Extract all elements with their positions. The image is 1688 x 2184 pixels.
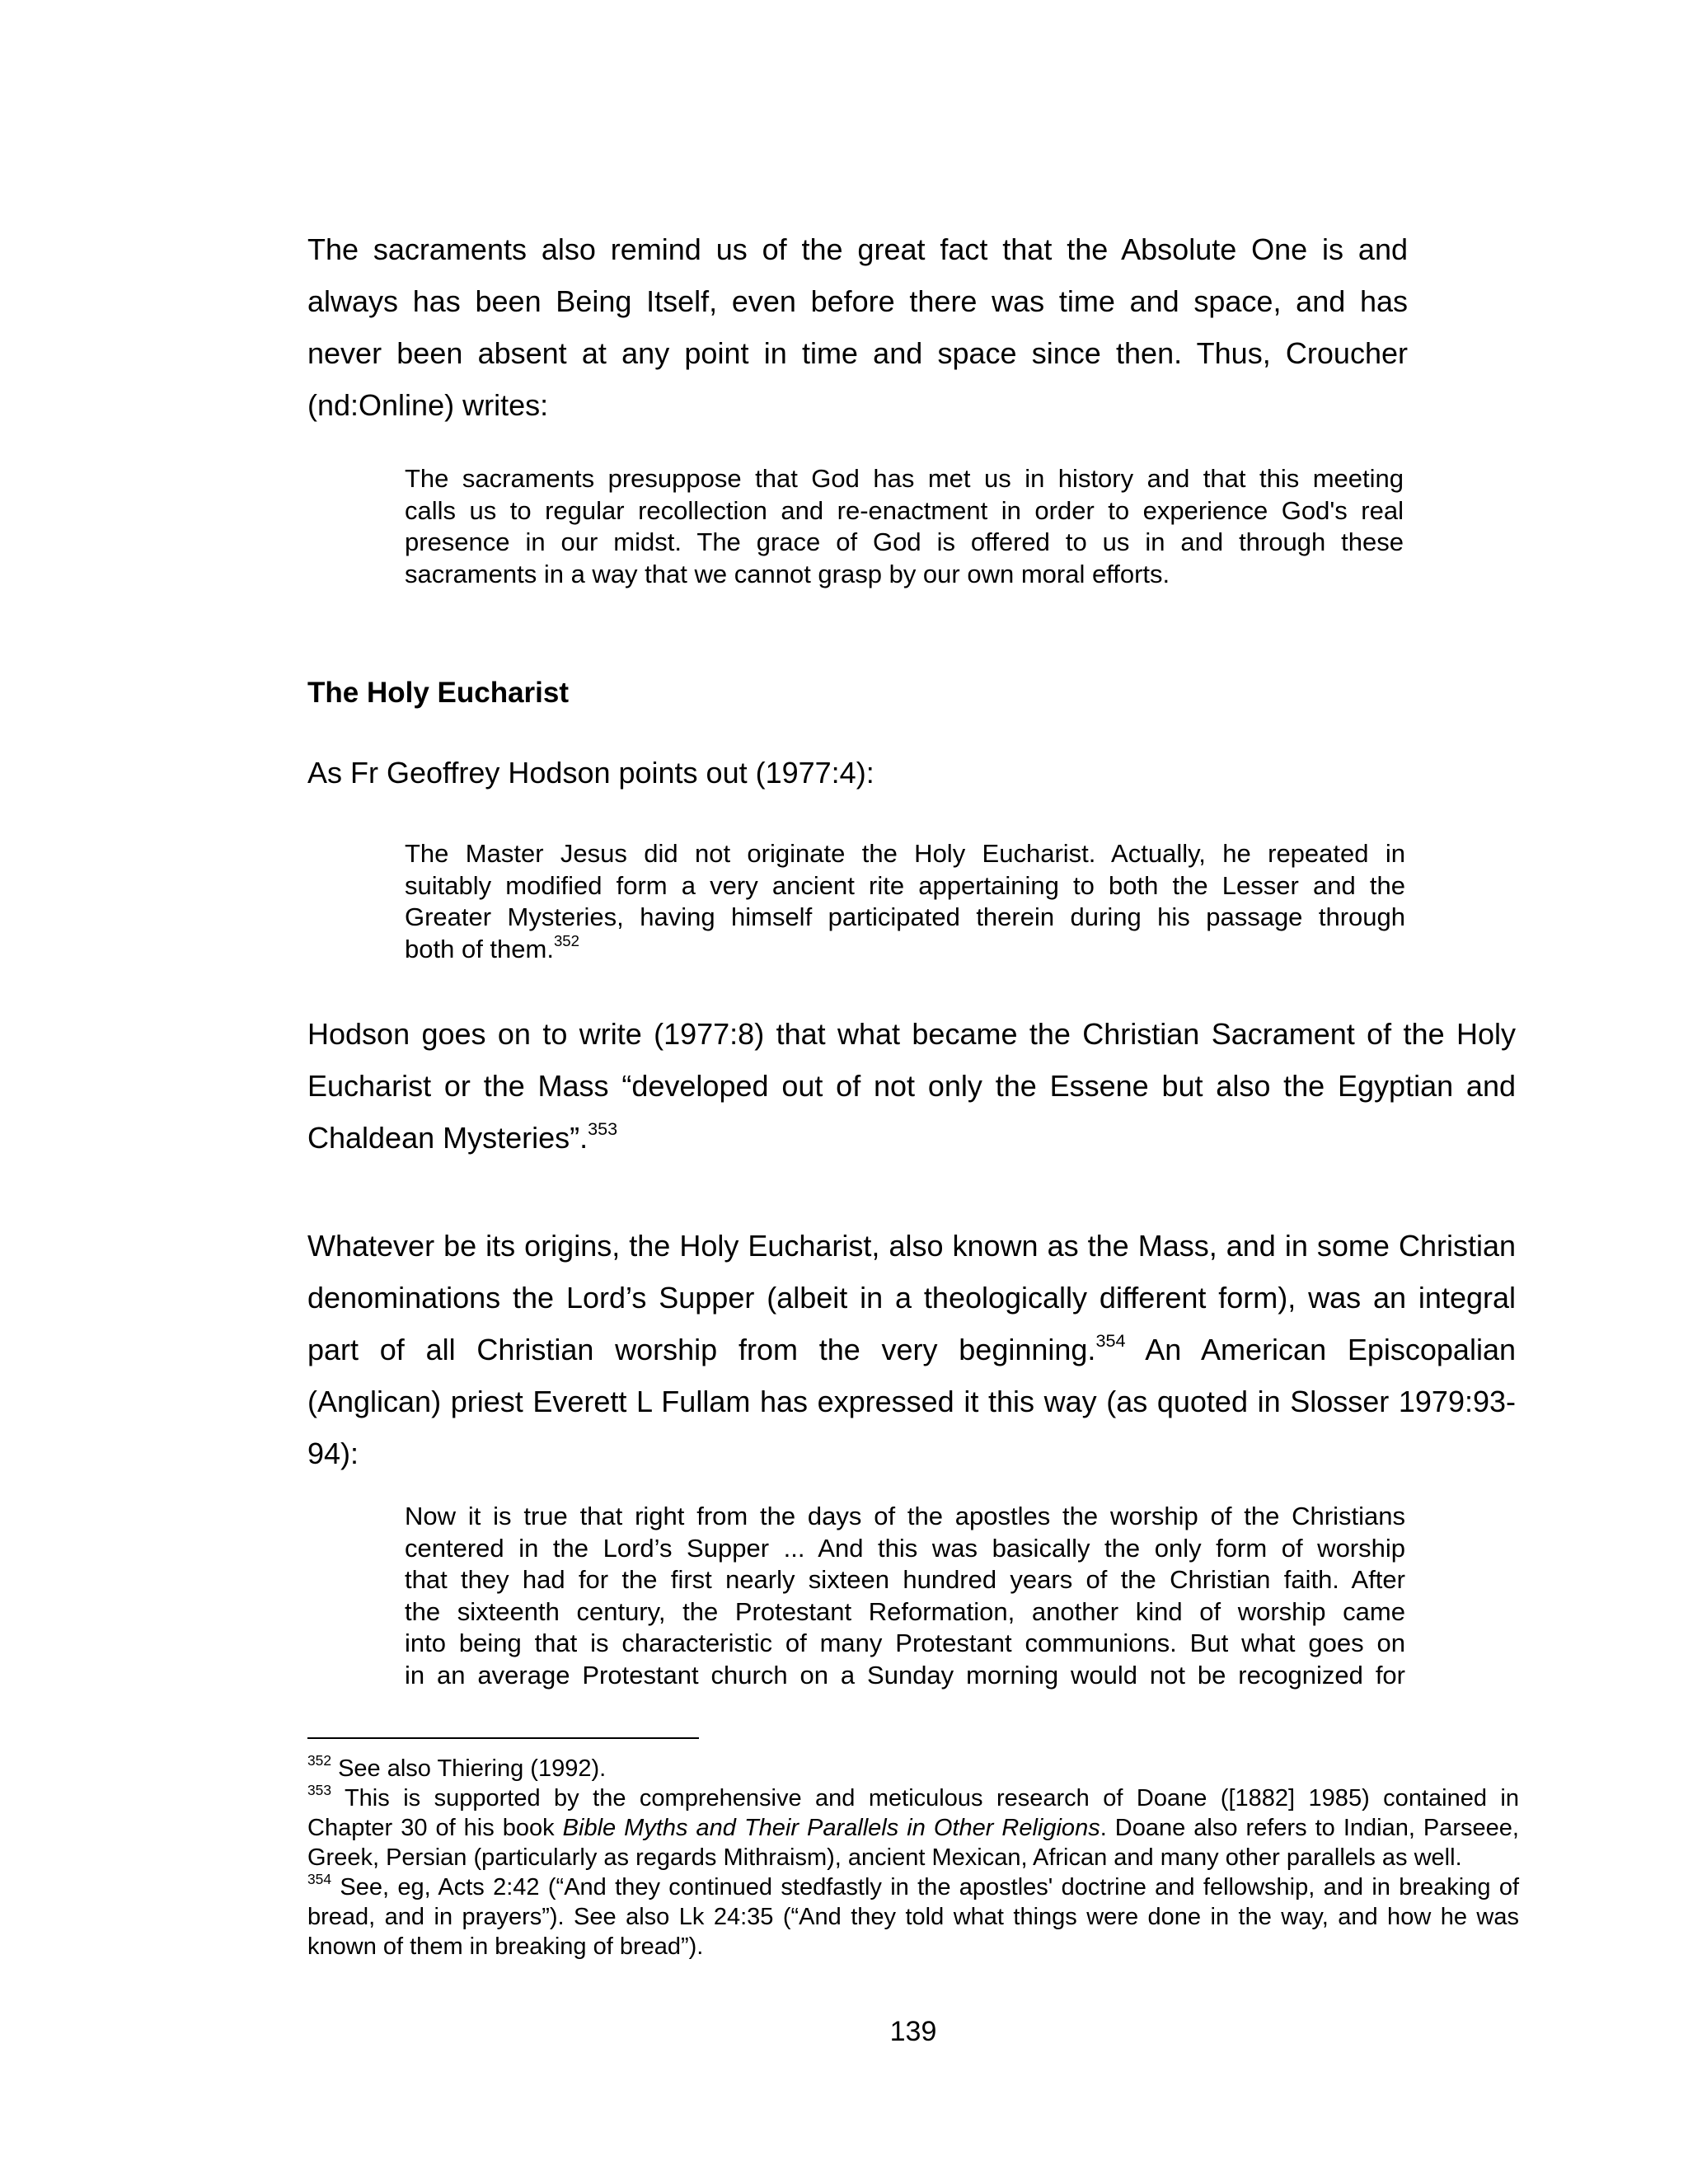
quote-line: the sixteenth century, the Protestant Reformation, another kind of worship came [405, 1596, 1405, 1626]
quote-line: into being that is characteristic of many Protestant communions. But what goes on [405, 1629, 1405, 1657]
paragraph-line [307, 1112, 1516, 1164]
footnote-354 [307, 1872, 1519, 1902]
paragraph-line [307, 1324, 1516, 1376]
footnote-text: See also Thiering (1992). [331, 1755, 607, 1782]
quote-line: that they had for the first nearly sixteen hundred years of the Christian faith. After [405, 1565, 1405, 1594]
paragraph-line: Eucharist or the Mass “developed out of not only the Essene but also the Egyptian and [307, 1069, 1516, 1103]
paragraph-line: The sacraments also remind us of the great fact that the Absolute One is and [307, 232, 1408, 266]
quote-line: in an average Protestant church on a Sunday morning would not be recognized for [405, 1660, 1405, 1690]
footnote-354-line: known of them in breaking of bread”). [307, 1933, 704, 1960]
body-paragraph-origins [307, 1220, 1516, 1479]
paragraph-line: Hodson goes on to write (1977:8) that what became the Christian Sacrament of the Holy [307, 1017, 1516, 1051]
quote-line: presence in our midst. The grace of God is offered to us in and through these [405, 527, 1404, 556]
paragraph-line: (Anglican) priest Everett L Fullam has expressed it this way (as quoted in Slosser 1979:93- [307, 1385, 1516, 1418]
paragraph-line: never been absent at any point in time and space since then. Thus, Croucher [307, 336, 1408, 370]
footnote-353-line [307, 1813, 1519, 1843]
book-title: Bible Myths and Their Parallels in Other Religions [562, 1815, 1100, 1841]
paragraph-line: always has been Being Itself, even before there was time and space, and has [307, 284, 1408, 318]
paragraph-line: denominations the Lord’s Supper (albeit in a theologically different form), was an integral [307, 1281, 1516, 1315]
quote-line [405, 931, 1405, 966]
footnote-text: See, eg, Acts 2:42 (“And they continued stedfastly in the apostles' doctrine and fellowship, and in breaking of [331, 1874, 1519, 1900]
footnote-number: 354 [307, 1870, 332, 1887]
paragraph-line-text: An American Episcopalian [1125, 1333, 1516, 1366]
footnote-reference: 352 [553, 931, 579, 949]
body-paragraph-sacraments [307, 223, 1408, 431]
footnote-number: 353 [307, 1781, 332, 1798]
footnotes [307, 1751, 1519, 1961]
quote-line: Greater Mysteries, having himself participated therein during his passage through [405, 902, 1405, 931]
quote-line: calls us to regular recollection and re-enactment in order to experience God's real [405, 495, 1404, 525]
paragraph-line: 94): [307, 1436, 359, 1470]
paragraph-line: As Fr Geoffrey Hodson points out (1977:4): [307, 756, 874, 790]
page-number: 139 [889, 2016, 937, 2047]
footnote-separator [307, 1737, 699, 1739]
paragraph-line-text: Chaldean Mysteries”. [307, 1121, 588, 1155]
block-quote-hodson [405, 838, 1405, 965]
quote-line: sacraments in a way that we cannot grasp by our own moral efforts. [405, 559, 1170, 588]
footnote-354-line: bread, and in prayers”). See also Lk 24:35 (“And they told what things were done in the way, and how he was [307, 1904, 1519, 1930]
paragraph-line: Whatever be its origins, the Holy Eucharist, also known as the Mass, and in some Christian [307, 1229, 1516, 1263]
footnote-reference: 353 [588, 1118, 618, 1139]
body-paragraph-hodson-intro [307, 747, 1408, 799]
section-heading: The Holy Eucharist [307, 677, 570, 709]
footnote-number: 352 [307, 1751, 332, 1769]
footnote-text: . Doane also refers to Indian, Parseee, [1100, 1815, 1519, 1841]
paragraph-line-text: part of all Christian worship from the very beginning. [307, 1333, 1096, 1366]
footnote-353 [307, 1783, 1519, 1813]
footnote-353-line: Greek, Persian (particularly as regards Mithraism), ancient Mexican, African and many other parallels as well. [307, 1844, 1462, 1871]
quote-line: The Master Jesus did not originate the Holy Eucharist. Actually, he repeated in [405, 839, 1405, 868]
footnote-text: This is supported by the comprehensive and meticulous research of Doane ([1882] 1985) contained in [331, 1785, 1519, 1811]
quote-line: The sacraments presuppose that God has met us in history and that this meeting [405, 464, 1404, 493]
quote-line: suitably modified form a very ancient rite appertaining to both the Lesser and the [405, 870, 1405, 900]
paragraph-line: (nd:Online) writes: [307, 388, 549, 422]
body-paragraph-hodson-mass [307, 1008, 1516, 1164]
footnote-reference: 354 [1095, 1329, 1126, 1351]
quote-line: Now it is true that right from the days of the apostles the worship of the Christians [405, 1502, 1405, 1530]
quote-line: centered in the Lord’s Supper ... And this was basically the only form of worship [405, 1533, 1405, 1563]
quote-line-text: both of them. [405, 934, 554, 963]
footnote-text: Chapter 30 of his book [307, 1815, 563, 1841]
block-quote-croucher [405, 463, 1404, 590]
footnote-352 [307, 1751, 1519, 1783]
block-quote-fullam [405, 1501, 1405, 1691]
